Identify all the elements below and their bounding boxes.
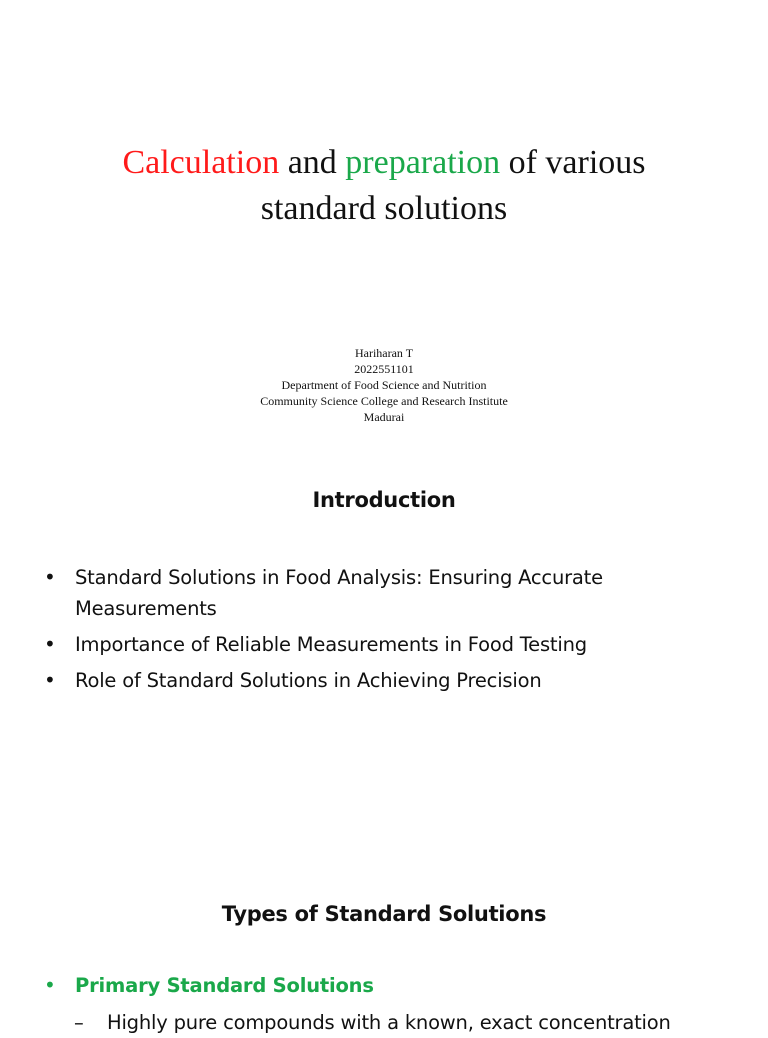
- list-item: [44, 562, 734, 624]
- bullet-icon: •: [44, 973, 56, 997]
- types-heading: Types of Standard Solutions: [221, 902, 547, 926]
- bullet-text: Standard Solutions in Food Analysis: Ensuring Accurate Measurements: [75, 566, 603, 620]
- types-slide: [0, 880, 768, 1034]
- author-name: Hariharan T: [354, 346, 414, 360]
- bullet-icon: •: [44, 632, 56, 656]
- title-word-calculation: Calculation: [122, 144, 280, 181]
- title-word-and: and: [279, 144, 346, 181]
- introduction-heading: Introduction: [312, 488, 456, 512]
- primary-standard-description: Highly pure compounds with a known, exact concentration: [107, 1011, 671, 1034]
- title-word-preparation: preparation: [345, 144, 501, 181]
- author-department: Department of Food Science and Nutrition: [281, 378, 487, 392]
- list-item: [44, 665, 734, 696]
- presentation-title: [40, 140, 728, 232]
- list-item: [44, 629, 734, 660]
- title-line-1: [40, 140, 728, 186]
- title-slide: [0, 0, 768, 470]
- bullet-icon: •: [44, 668, 56, 692]
- introduction-bullet-list: [44, 562, 734, 701]
- primary-standard-label: Primary Standard Solutions: [75, 974, 374, 997]
- list-item: [44, 970, 744, 1001]
- dash-icon: –: [74, 1011, 84, 1034]
- introduction-slide: [0, 470, 768, 870]
- author-college: Community Science College and Research Institute: [260, 394, 508, 408]
- list-item: [44, 1007, 744, 1038]
- bullet-text: Role of Standard Solutions in Achieving Precision: [75, 669, 542, 692]
- types-bullet-list: [44, 970, 744, 1038]
- bullet-icon: •: [44, 565, 56, 589]
- author-info: [40, 345, 728, 425]
- bullet-text: Importance of Reliable Measurements in Food Testing: [75, 633, 587, 656]
- title-word-of-various: of various: [500, 144, 646, 181]
- title-line-2: standard solutions: [260, 190, 508, 227]
- author-city: Madurai: [363, 410, 405, 424]
- author-id: 2022551101: [354, 362, 414, 376]
